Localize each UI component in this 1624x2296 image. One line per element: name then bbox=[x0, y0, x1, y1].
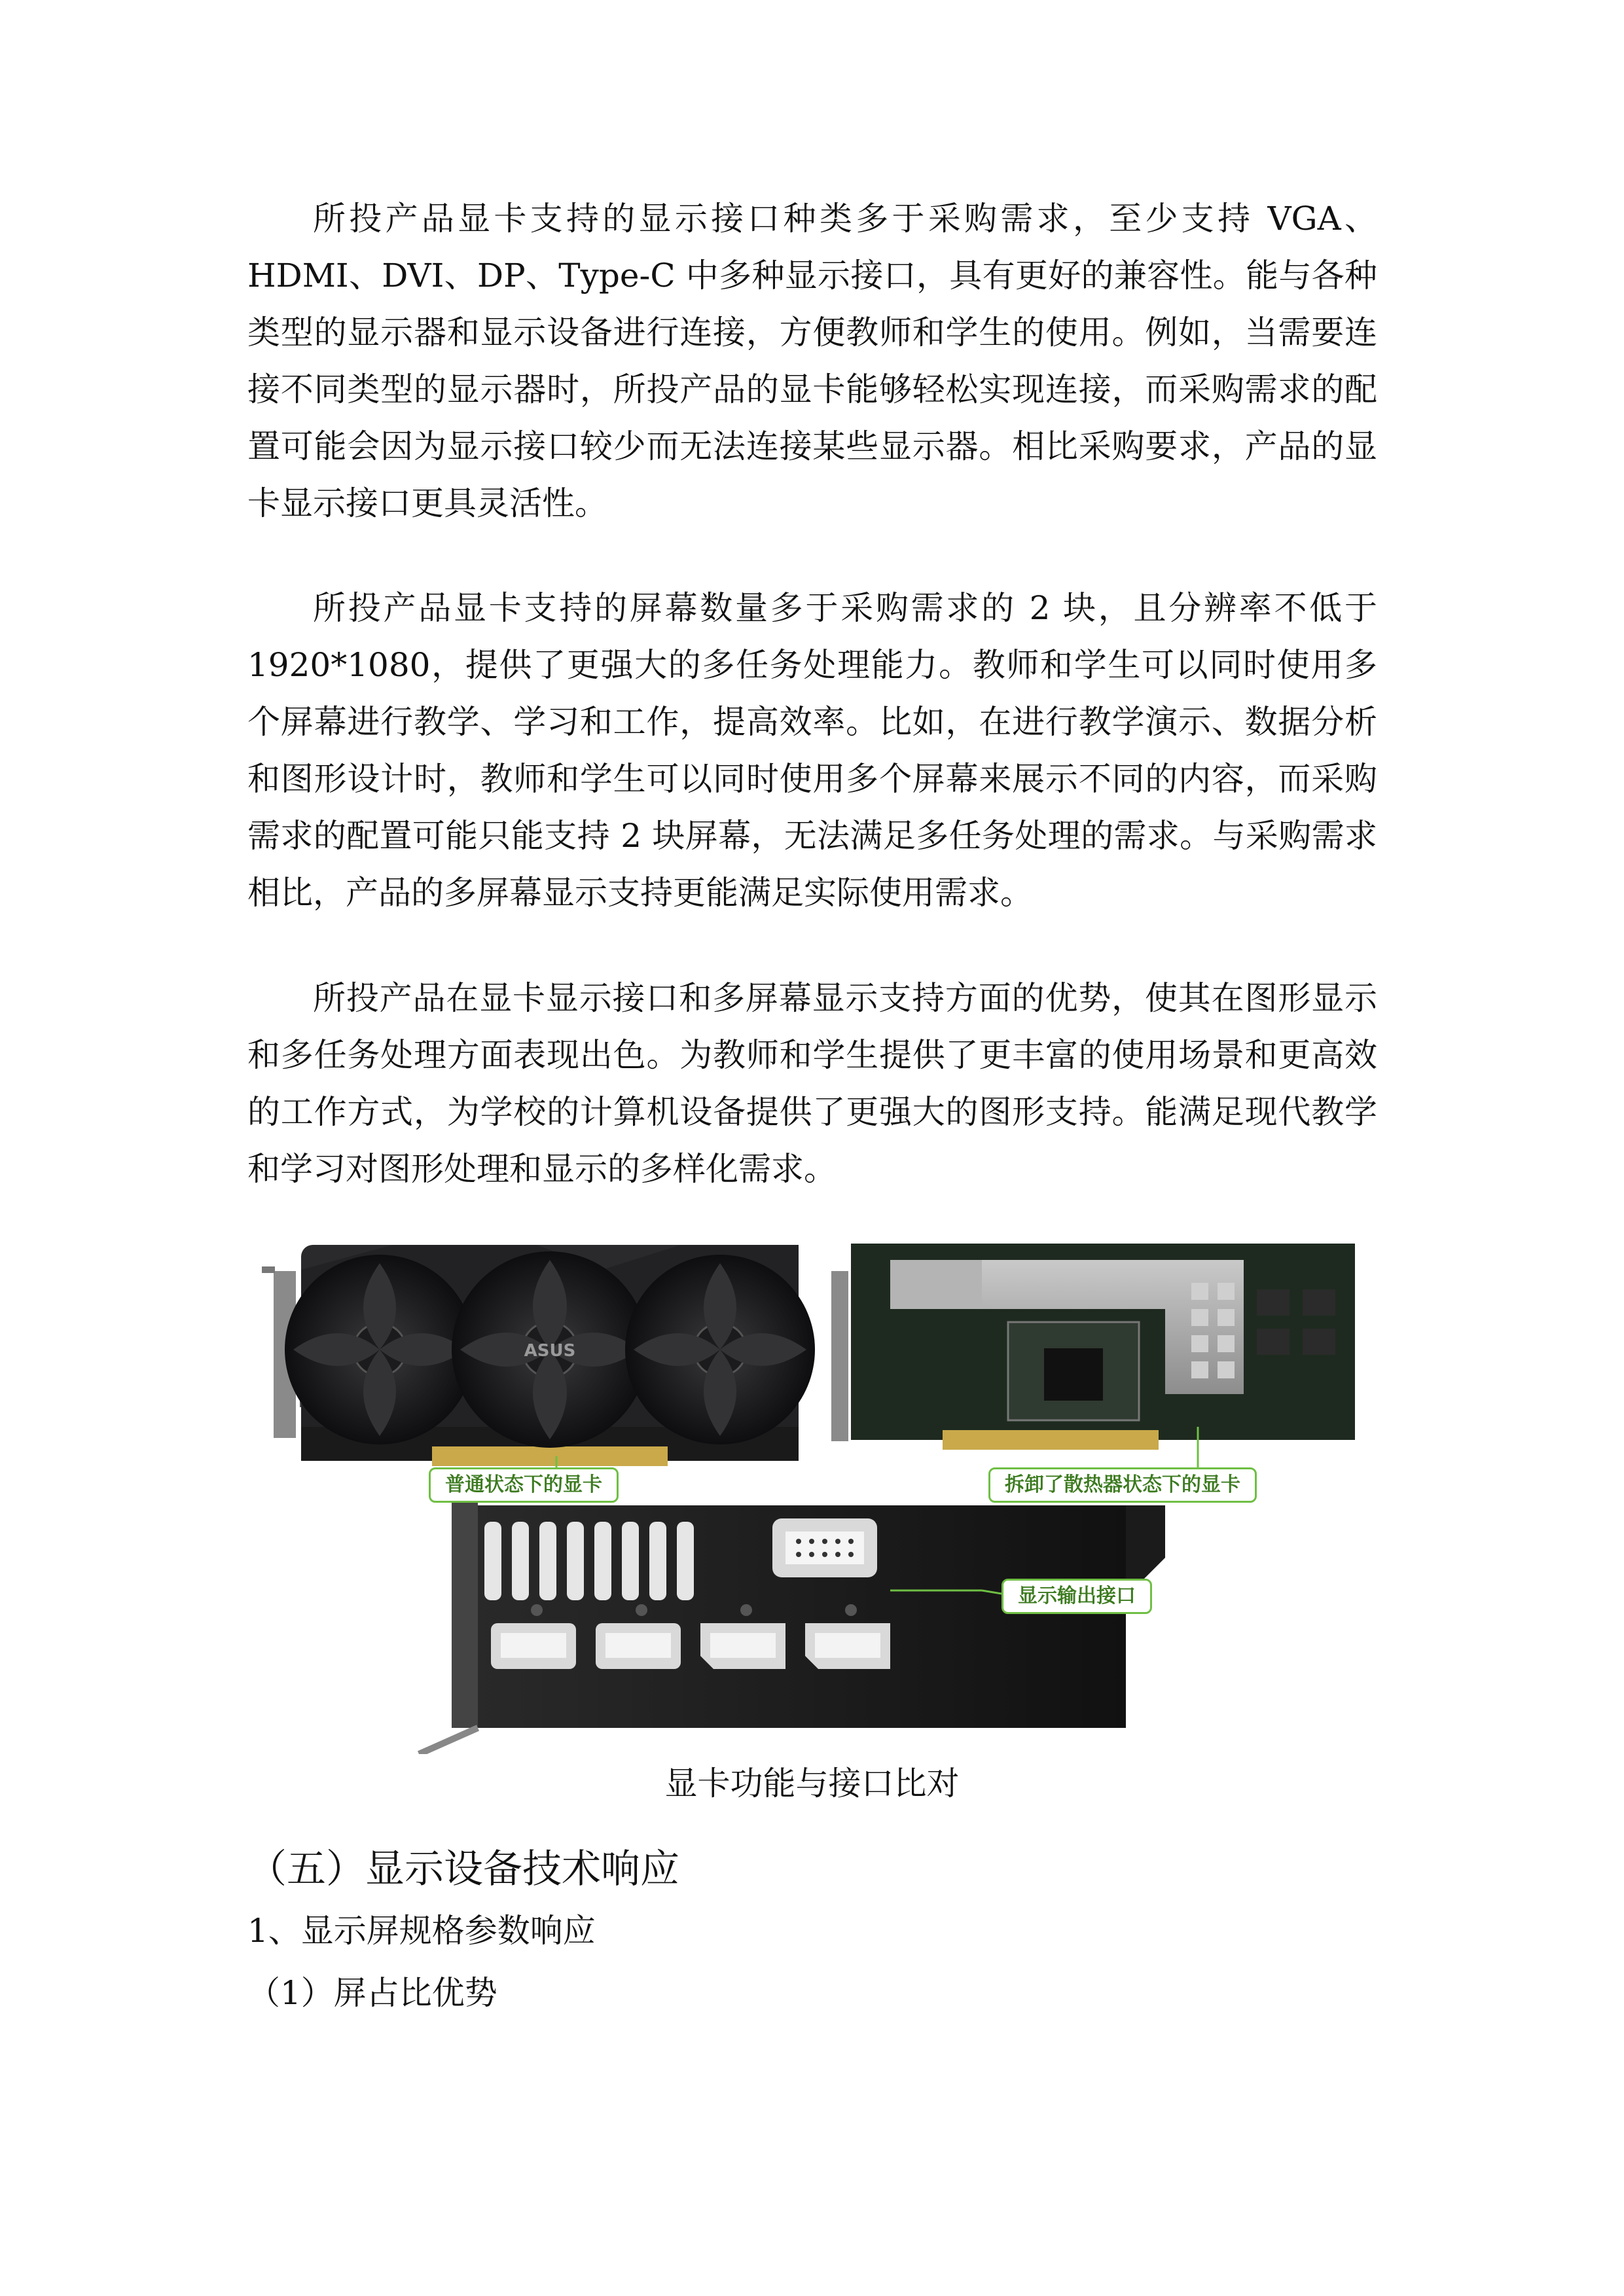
hdmi-port-1 bbox=[491, 1623, 576, 1669]
hdmi-port-2 bbox=[596, 1623, 681, 1669]
asus-logo-text: ASUS bbox=[524, 1341, 576, 1361]
subsubsection-heading: （1）屏占比优势 bbox=[247, 1974, 497, 2012]
paragraph-summary: 所投产品在显卡显示接口和多屏幕显示支持方面的优势，使其在图形显示和多任务处理方面表现出色。为教师和学生提供了更丰富的使用场景和更高效的工作方式，为学校的计算机设备提供了更强大的图形支持。能满足现代教学和学习对图形处理和显示的多样化需求。 bbox=[247, 979, 1377, 1188]
pcie-connector bbox=[432, 1446, 668, 1466]
callout-disassembled-state: 拆卸了散热器状态下的显卡 bbox=[988, 1467, 1257, 1503]
graphics-card-figure bbox=[262, 1230, 1362, 1754]
subsection-heading: 1、显示屏规格参数响应 bbox=[247, 1912, 596, 1950]
paragraph-multi-screen: 所投产品显卡支持的屏幕数量多于采购需求的 2 块，且分辨率不低于 1920*1080，提供了更强大的多任务处理能力。教师和学生可以同时使用多个屏幕进行教学、学习和工作，提高效率。比如，在进行教学演示、数据分析和图形设计时，教师和学生可以同时使用多个屏幕来展示不同的内容，而采购需求的配置可能只能支持 2 块屏幕，无法满足多任务处理的需求。与采购需求相比，产品的多屏幕显示支持更能满足实际使用需求。 bbox=[247, 589, 1377, 912]
paragraph-display-interfaces: 所投产品显卡支持的显示接口种类多于采购需求，至少支持 VGA、HDMI、DVI、DP、Type-C 中多种显示接口，具有更好的兼容性。能与各种类型的显示器和显示设备进行连接，方便教师和学生的使用。例如，当需要连接不同类型的显示器时，所投产品的显卡能够轻松实现连接，而采购需求的配置可能会因为显示接口较少而无法连接某些显示器。相比采购要求，产品的显卡显示接口更具灵活性。 bbox=[247, 200, 1377, 522]
section-heading: （五）显示设备技术响应 bbox=[247, 1846, 679, 1892]
card-normal-state bbox=[262, 1245, 815, 1479]
gpu-chip bbox=[1044, 1348, 1103, 1401]
io-bracket bbox=[419, 1502, 1165, 1754]
figure-caption: 显卡功能与接口比对 bbox=[664, 1765, 960, 1803]
displayport-1 bbox=[700, 1623, 785, 1669]
displayport-2 bbox=[805, 1623, 890, 1669]
callout-output-ports: 显示输出接口 bbox=[1001, 1579, 1152, 1614]
card-disassembled-state bbox=[831, 1244, 1355, 1479]
fan-left bbox=[285, 1255, 475, 1444]
fan-right bbox=[625, 1255, 815, 1444]
fan-middle bbox=[452, 1251, 648, 1448]
callout-normal-state: 普通状态下的显卡 bbox=[429, 1467, 619, 1503]
